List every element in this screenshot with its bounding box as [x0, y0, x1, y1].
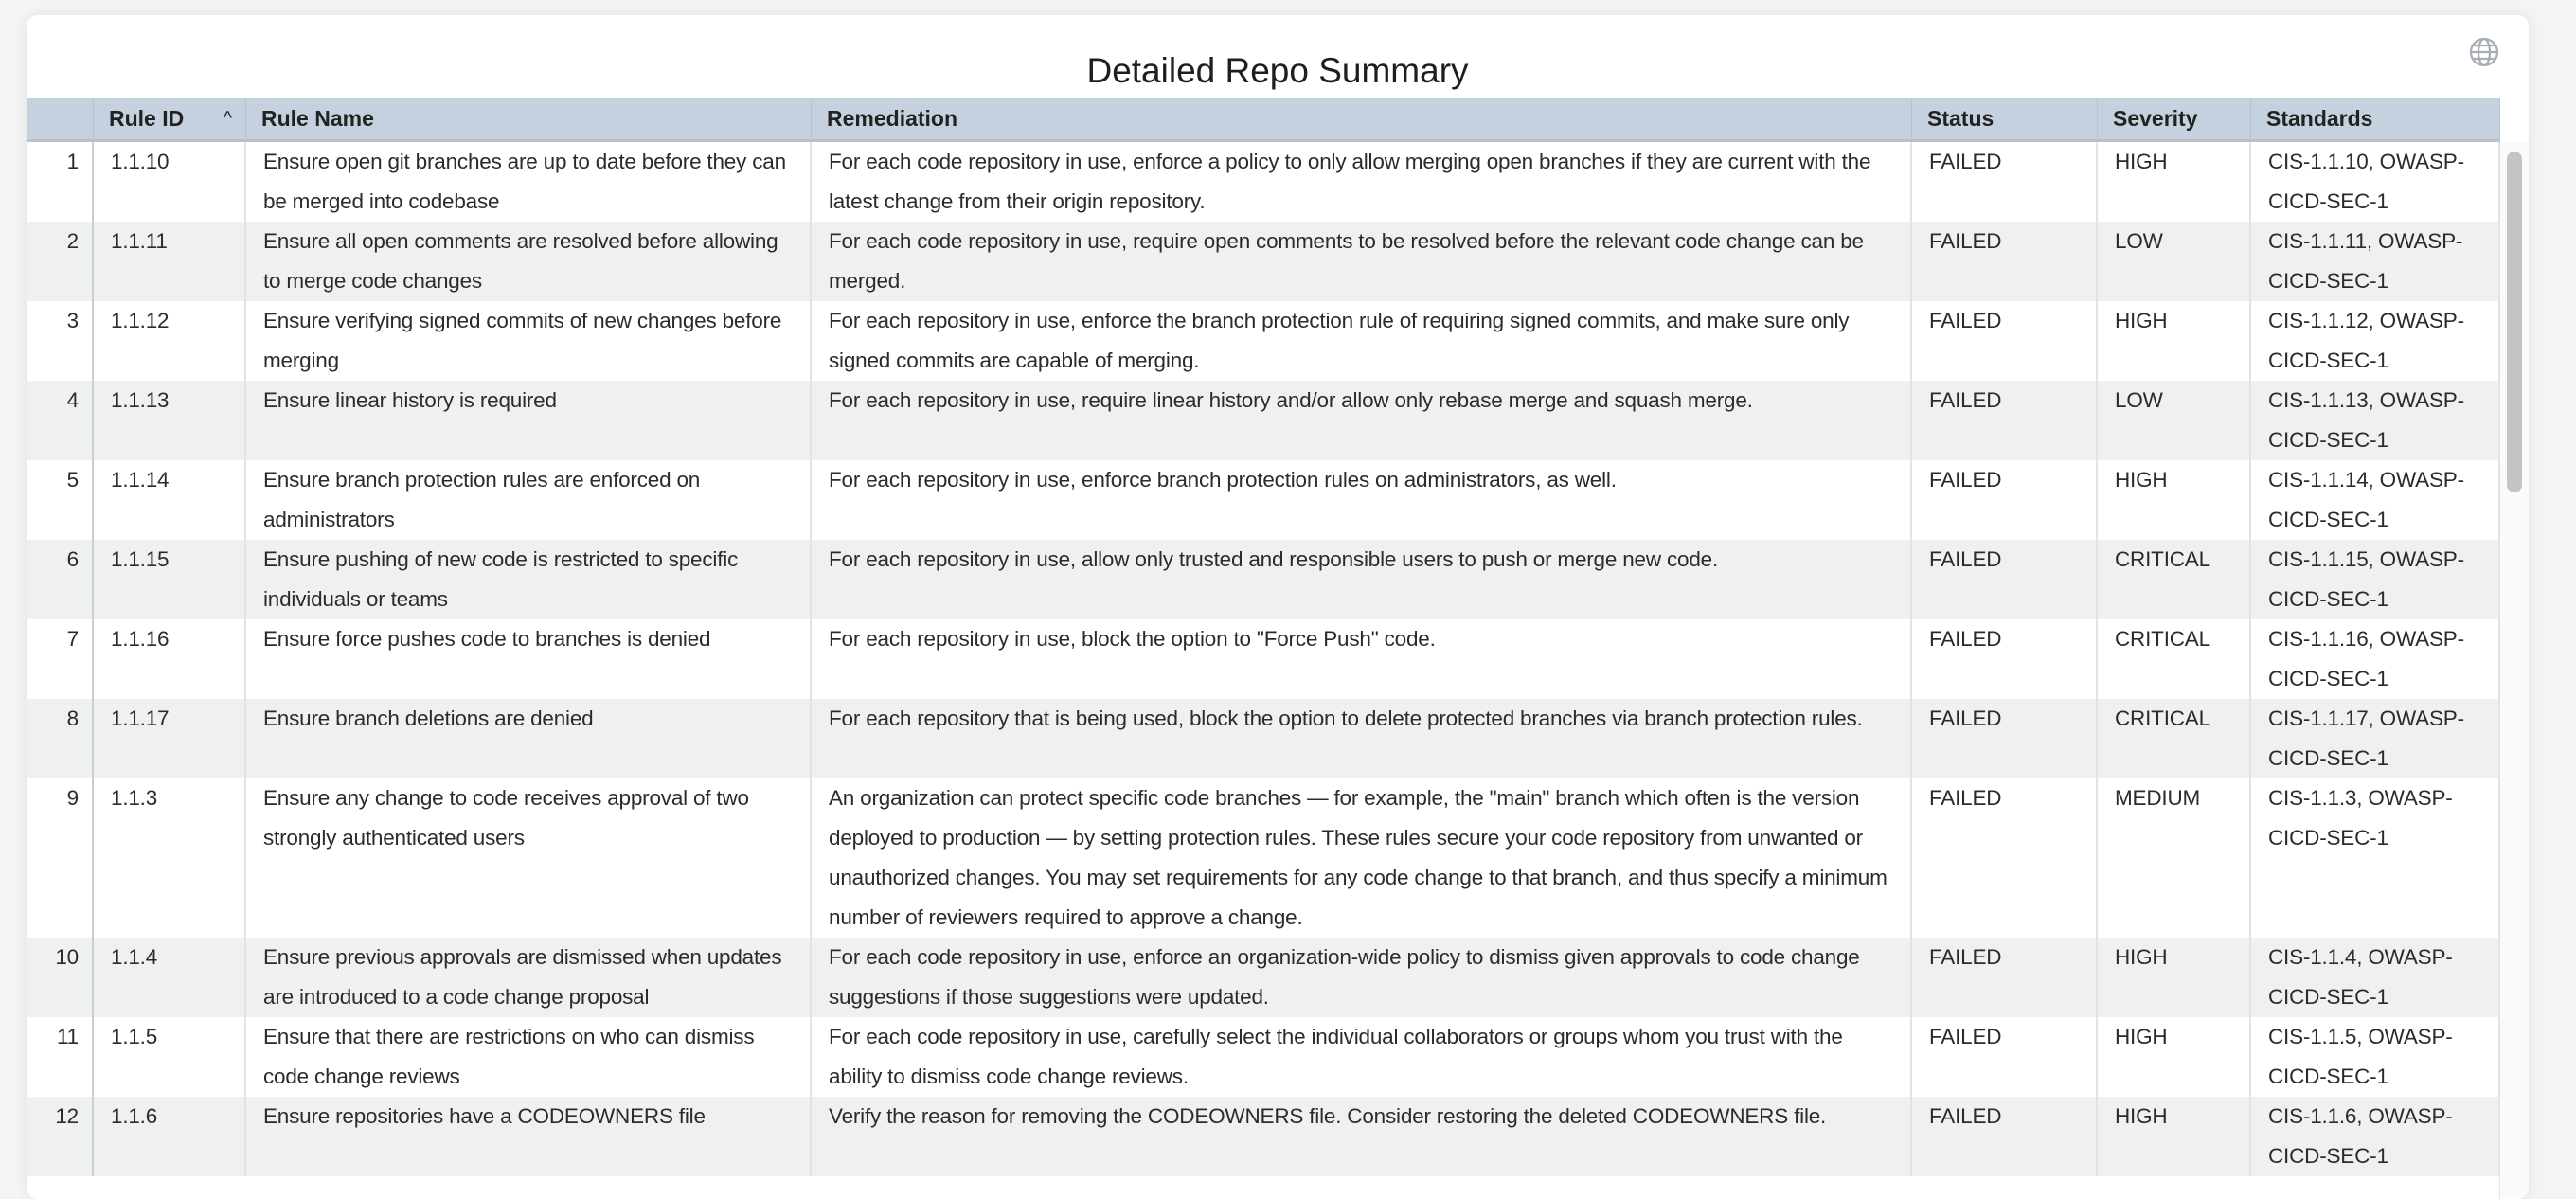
standards-cell: CIS-1.1.15, OWASP-CICD-SEC-1 [2251, 540, 2500, 619]
standards-cell: CIS-1.1.17, OWASP-CICD-SEC-1 [2251, 699, 2500, 778]
row-index: 3 [27, 301, 94, 381]
status-cell: FAILED [1912, 222, 2098, 301]
rule-name-cell: Ensure any change to code receives approval of two strongly authenticated users [246, 778, 812, 938]
rule-name-cell: Ensure verifying signed commits of new changes before merging [246, 301, 812, 381]
page-title: Detailed Repo Summary [1086, 51, 1469, 90]
status-cell: FAILED [1912, 699, 2098, 778]
sort-ascending-icon[interactable]: ^ [223, 108, 232, 129]
rule-id-cell: 1.1.15 [94, 540, 246, 619]
rule-name-cell: Ensure force pushes code to branches is denied [246, 619, 812, 699]
rule-id-cell: 1.1.6 [94, 1097, 246, 1176]
standards-cell: CIS-1.1.13, OWASP-CICD-SEC-1 [2251, 381, 2500, 460]
severity-cell: HIGH [2098, 460, 2251, 540]
standards-cell: CIS-1.1.12, OWASP-CICD-SEC-1 [2251, 301, 2500, 381]
rule-id-cell: 1.1.10 [94, 142, 246, 222]
row-index: 7 [27, 619, 94, 699]
table-row[interactable] [27, 540, 2500, 619]
row-index: 9 [27, 778, 94, 938]
table-row[interactable] [27, 619, 2500, 699]
remediation-cell: For each code repository in use, require open comments to be resolved before the relevant code change can be merged. [812, 222, 1912, 301]
table-body [27, 142, 2500, 1199]
table-row[interactable] [27, 222, 2500, 301]
row-index: 8 [27, 699, 94, 778]
rule-name-cell: Ensure all open comments are resolved before allowing to merge code changes [246, 222, 812, 301]
rules-table [27, 98, 2500, 1199]
repo-summary-card [27, 15, 2529, 1199]
status-cell: FAILED [1912, 1017, 2098, 1097]
status-cell: FAILED [1912, 938, 2098, 1017]
status-cell: FAILED [1912, 460, 2098, 540]
severity-cell: CRITICAL [2098, 699, 2251, 778]
row-index: 11 [27, 1017, 94, 1097]
rule-id-cell: 1.1.5 [94, 1017, 246, 1097]
severity-cell: LOW [2098, 222, 2251, 301]
remediation-cell: Verify the reason for removing the CODEOWNERS file. Consider restoring the deleted CODEOWNERS file. [812, 1097, 1912, 1176]
status-cell: FAILED [1912, 381, 2098, 460]
header-severity[interactable]: Severity [2098, 98, 2251, 139]
standards-cell: CIS-1.1.3, OWASP-CICD-SEC-1 [2251, 778, 2500, 938]
rule-id-cell: 1.1.17 [94, 699, 246, 778]
rule-name-cell: Ensure repositories have a CODEOWNERS file [246, 1097, 812, 1176]
rule-id-cell: 1.1.3 [94, 778, 246, 938]
standards-cell: CIS-1.1.5, OWASP-CICD-SEC-1 [2251, 1017, 2500, 1097]
remediation-cell: For each repository in use, require linear history and/or allow only rebase merge and squash merge. [812, 381, 1912, 460]
rule-name-cell: Ensure branch deletions are denied [246, 699, 812, 778]
rule-name-cell: Ensure that there are restrictions on who can dismiss code change reviews [246, 1017, 812, 1097]
remediation-cell: For each repository in use, allow only trusted and responsible users to push or merge new code. [812, 540, 1912, 619]
header-status[interactable]: Status [1912, 98, 2098, 139]
status-cell: FAILED [1912, 778, 2098, 938]
status-cell: FAILED [1912, 142, 2098, 222]
header-standards[interactable]: Standards [2251, 98, 2500, 139]
table-row[interactable] [27, 778, 2500, 938]
severity-cell: HIGH [2098, 1017, 2251, 1097]
standards-cell: CIS-1.1.11, OWASP-CICD-SEC-1 [2251, 222, 2500, 301]
rule-name-cell: Ensure pushing of new code is restricted to specific individuals or teams [246, 540, 812, 619]
rule-name-cell: Ensure linear history is required [246, 381, 812, 460]
vertical-scrollbar[interactable] [2499, 142, 2529, 1199]
rule-id-cell: 1.1.12 [94, 301, 246, 381]
header-rule-name[interactable]: Rule Name [246, 98, 812, 139]
remediation-cell: For each code repository in use, enforce an organization-wide policy to dismiss given approvals to code change suggestions if those suggestions were updated. [812, 938, 1912, 1017]
table-row[interactable] [27, 1097, 2500, 1176]
table-row[interactable] [27, 938, 2500, 1017]
header-index [27, 98, 94, 139]
scrollbar-thumb[interactable] [2507, 152, 2522, 492]
remediation-cell: An organization can protect specific code branches — for example, the "main" branch which often is the version deployed to production — by setting protection rules. These rules secure your code repository from unwanted or unauthorized changes. You may set requirements for any code change to that branch, and thus specify a minimum number of reviewers required to approve a change. [812, 778, 1912, 938]
rule-name-cell: Ensure open git branches are up to date before they can be merged into codebase [246, 142, 812, 222]
header-rule-id[interactable]: Rule ID ^ [94, 98, 246, 139]
severity-cell: MEDIUM [2098, 778, 2251, 938]
status-cell: FAILED [1912, 301, 2098, 381]
rule-id-cell: 1.1.4 [94, 938, 246, 1017]
severity-cell: LOW [2098, 381, 2251, 460]
row-index: 5 [27, 460, 94, 540]
table-header [27, 98, 2500, 142]
severity-cell: HIGH [2098, 142, 2251, 222]
header-remediation[interactable]: Remediation [812, 98, 1912, 139]
table-row[interactable] [27, 301, 2500, 381]
table-row[interactable] [27, 1017, 2500, 1097]
standards-cell: CIS-1.1.16, OWASP-CICD-SEC-1 [2251, 619, 2500, 699]
standards-cell: CIS-1.1.10, OWASP-CICD-SEC-1 [2251, 142, 2500, 222]
globe-icon[interactable] [2468, 36, 2500, 68]
table-row[interactable] [27, 381, 2500, 460]
remediation-cell: For each repository in use, enforce the branch protection rule of requiring signed commits, and make sure only signed commits are capable of merging. [812, 301, 1912, 381]
status-cell: FAILED [1912, 540, 2098, 619]
severity-cell: HIGH [2098, 938, 2251, 1017]
severity-cell: HIGH [2098, 301, 2251, 381]
table-row[interactable] [27, 142, 2500, 222]
remediation-cell: For each code repository in use, carefully select the individual collaborators or groups whom you trust with the ability to dismiss code change reviews. [812, 1017, 1912, 1097]
severity-cell: CRITICAL [2098, 619, 2251, 699]
standards-cell: CIS-1.1.6, OWASP-CICD-SEC-1 [2251, 1097, 2500, 1176]
rule-id-cell: 1.1.16 [94, 619, 246, 699]
rule-id-cell: 1.1.13 [94, 381, 246, 460]
table-row[interactable] [27, 699, 2500, 778]
rule-name-cell: Ensure previous approvals are dismissed when updates are introduced to a code change proposal [246, 938, 812, 1017]
row-index: 1 [27, 142, 94, 222]
table-row[interactable] [27, 460, 2500, 540]
severity-cell: HIGH [2098, 1097, 2251, 1176]
rule-id-cell: 1.1.11 [94, 222, 246, 301]
remediation-cell: For each repository in use, block the option to "Force Push" code. [812, 619, 1912, 699]
remediation-cell: For each repository that is being used, block the option to delete protected branches via branch protection rules. [812, 699, 1912, 778]
row-index: 12 [27, 1097, 94, 1176]
standards-cell: CIS-1.1.4, OWASP-CICD-SEC-1 [2251, 938, 2500, 1017]
rule-name-cell: Ensure branch protection rules are enforced on administrators [246, 460, 812, 540]
row-index: 2 [27, 222, 94, 301]
remediation-cell: For each code repository in use, enforce a policy to only allow merging open branches if they are current with the latest change from their origin repository. [812, 142, 1912, 222]
rule-id-cell: 1.1.14 [94, 460, 246, 540]
standards-cell: CIS-1.1.14, OWASP-CICD-SEC-1 [2251, 460, 2500, 540]
remediation-cell: For each repository in use, enforce branch protection rules on administrators, as well. [812, 460, 1912, 540]
row-index: 6 [27, 540, 94, 619]
row-index: 4 [27, 381, 94, 460]
status-cell: FAILED [1912, 1097, 2098, 1176]
severity-cell: CRITICAL [2098, 540, 2251, 619]
row-index: 10 [27, 938, 94, 1017]
status-cell: FAILED [1912, 619, 2098, 699]
